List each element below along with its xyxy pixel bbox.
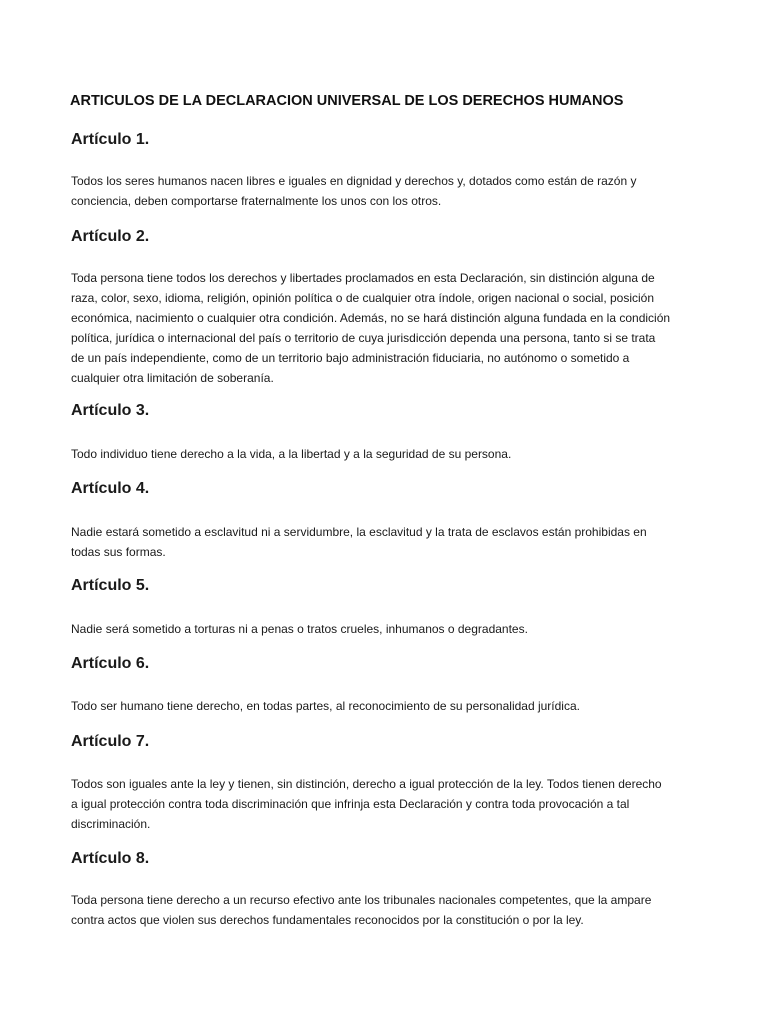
article-3 bbox=[71, 401, 691, 461]
article-5 bbox=[71, 576, 691, 636]
article-text: Todo ser humano tiene derecho, en todas partes, al reconocimiento de su personalidad jurídica. bbox=[71, 699, 580, 713]
article-text: Todos los seres humanos nacen libres e iguales en dignidad y derechos y, dotados como están de razón y conciencia, deben comportarse fraternalmente los unos con los otros. bbox=[71, 174, 637, 208]
article-heading: Artículo 8. bbox=[71, 850, 150, 867]
article-heading: Artículo 2. bbox=[71, 228, 150, 245]
article-1 bbox=[71, 130, 691, 208]
article-text: Todos son iguales ante la ley y tienen, sin distinción, derecho a igual protección de la ley. Todos tienen derecho a igual protección contra toda discriminación que infrinja esta Declaración y contra toda provocación a tal discriminación. bbox=[71, 777, 662, 831]
article-heading: Artículo 6. bbox=[71, 655, 150, 672]
article-heading: Artículo 7. bbox=[71, 733, 150, 750]
article-text: Nadie será sometido a torturas ni a penas o tratos crueles, inhumanos o degradantes. bbox=[71, 622, 528, 636]
document-title: ARTICULOS DE LA DECLARACION UNIVERSAL DE LOS DERECHOS HUMANOS bbox=[70, 93, 624, 109]
article-7 bbox=[71, 732, 691, 831]
article-6 bbox=[71, 654, 691, 713]
article-text: Nadie estará sometido a esclavitud ni a servidumbre, la esclavitud y la trata de esclavos están prohibidas en todas sus formas. bbox=[71, 525, 647, 559]
article-heading: Artículo 4. bbox=[71, 480, 150, 497]
article-8 bbox=[71, 849, 691, 927]
article-text: Toda persona tiene todos los derechos y libertades proclamados en esta Declaración, sin distinción alguna de raza, color, sexo, idioma, religión, opinión política o de cualquier otra índole, origen nacional o social, posición económica, nacimiento o cualquier otra condición. Además, no se hará distinción alguna fundada en la condición política, jurídica o internacional del país o territorio de cuya jurisdicción dependa una persona, tanto si se trata de un país independiente, como de un territorio bajo administración fiduciaria, no autónomo o sometido a cualquier otra limitación de soberanía. bbox=[71, 271, 671, 385]
article-4 bbox=[71, 479, 691, 559]
article-heading: Artículo 3. bbox=[71, 402, 150, 419]
article-2 bbox=[71, 227, 691, 385]
article-text: Todo individuo tiene derecho a la vida, a la libertad y a la seguridad de su persona. bbox=[71, 447, 512, 461]
article-text: Toda persona tiene derecho a un recurso efectivo ante los tribunales nacionales competentes, que la ampare contra actos que violen sus derechos fundamentales reconocidos por la constitución o por la ley. bbox=[71, 893, 652, 927]
article-heading: Artículo 1. bbox=[71, 131, 150, 148]
article-heading: Artículo 5. bbox=[71, 577, 150, 594]
